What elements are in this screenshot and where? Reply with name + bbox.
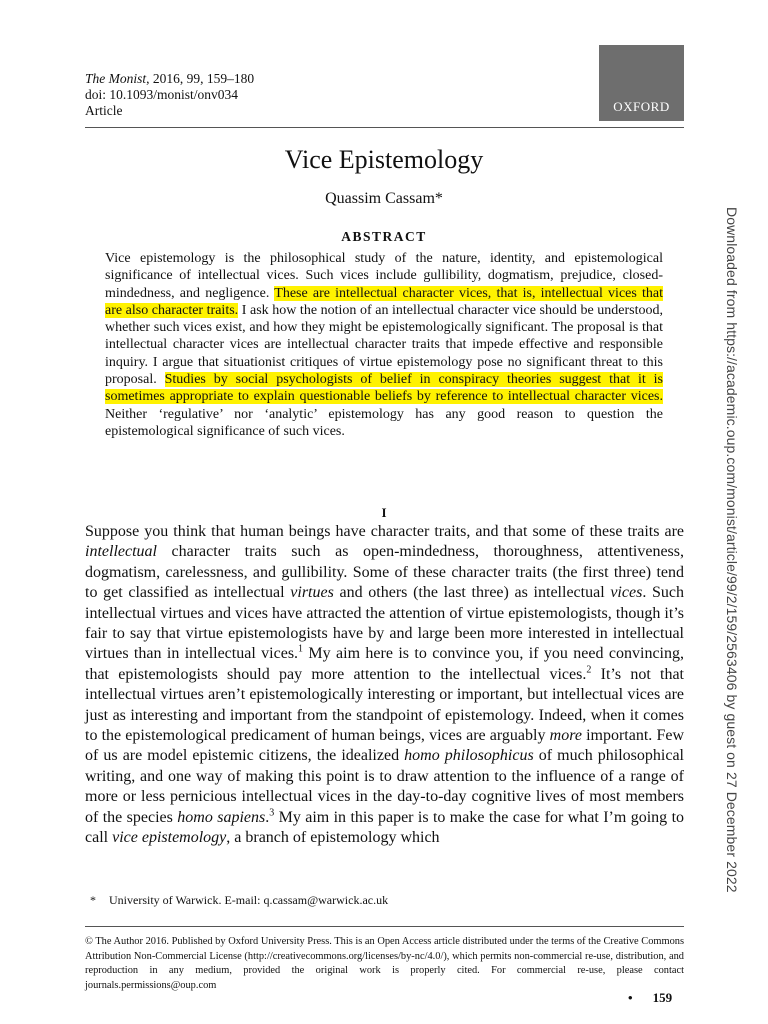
footnote-ref-2[interactable]: 2 [586, 664, 592, 676]
body-emphasis: virtues [290, 584, 334, 602]
journal-name: The Monist [85, 71, 147, 86]
body-text-run: of much philosophical writing, and one way of making this point is to draw attention to the influence of a range of more or less pernicious intellectual vices in the day-to-day cognitive lives of most members of the species [85, 747, 685, 826]
license-text: © The Author 2016. Published by Oxford University Press. This is an Open Access article distributed under the terms of the Creative Commons Attribution Non-Commercial License (http://creativecommons.org/licenses/by-nc/4.0/), which permits non-commercial re-use, distribution, and reproduction in any medium, provided the original work is properly cited. For commercial re-use, please contact journals.permissions@oup.com [85, 936, 684, 991]
footnote-ref-3[interactable]: 3 [269, 807, 275, 819]
body-emphasis: intellectual [85, 543, 157, 561]
abstract-part-3: Neither ‘regulative’ nor ‘analytic’ epistemology has any good reason to question the epistemological significance of such vices. [105, 406, 663, 439]
abstract-text [105, 250, 663, 440]
abstract-highlight-2: Studies by social psychologists of belief in conspiracy theories suggest that it is sometimes appropriate to explain questionable beliefs by reference to intellectual character vices. [105, 372, 663, 405]
abstract-part-2: I ask how the notion of an intellectual character vice should be understood, whether such vices exist, and how they might be epistemologically significant. The proposal is that intellectual character vices are intellectual character traits that impede effective and responsible inquiry. I argue that situationist critiques of virtue epistemology pose no significant threat to this proposal. [105, 302, 663, 388]
body-text-run: My aim in this paper is to make the case for what I’m going to call [85, 808, 685, 847]
body-text-run: character traits such as open-mindedness, thoroughness, attentiveness, dogmatism, carelessness, and gullibility. Some of these character traits (the first three) tend to get classified as intellectual [85, 543, 684, 602]
body-emphasis: homo sapiens [177, 808, 266, 826]
header-divider [85, 127, 684, 128]
body-emphasis: more [549, 727, 582, 745]
body-text-run: It’s not that intellectual virtues aren’t epistemologically interesting or important, but intellectual vices are just as interesting and important from the standpoint of epistemology. Indeed, when it comes to the epistemological predicament of human beings, vices are arguably [85, 665, 685, 745]
doi[interactable]: doi: 10.1093/monist/onv034 [85, 87, 239, 102]
body-text-run: important. Few of us are model epistemic citizens, the idealized [85, 727, 685, 765]
article-type: Article [85, 103, 123, 118]
page-number-value: 159 [652, 990, 673, 1005]
body-emphasis: homo philosophicus [404, 747, 534, 765]
body-emphasis: vices [610, 584, 643, 602]
footer-divider [85, 926, 684, 927]
footnote-mark: * [90, 893, 96, 907]
author-name: Quassim Cassam* [325, 190, 443, 207]
section-heading: I [381, 505, 387, 520]
download-watermark: Downloaded from https://academic.oup.com/monist/article/99/2/159/2563406 by guest on 27 December 2022 [724, 207, 740, 893]
journal-citation [85, 71, 254, 119]
body-text-run: Suppose you think that human beings have character traits, and that some of these traits are [85, 523, 684, 540]
body-paragraph [85, 522, 684, 849]
author-footnote [90, 893, 388, 908]
abstract-part-1: Vice epistemology is the philosophical study of the nature, identity, and epistemological significance of intellectual vices. Such vices include gullibility, dogmatism, prejudice, closed-mindedness, and negligence. [105, 251, 663, 301]
page-number [628, 990, 672, 1006]
body-emphasis: vice epistemology [112, 829, 227, 847]
paper-title: Vice Epistemology [284, 145, 484, 174]
footnote-ref-1[interactable]: 1 [298, 644, 304, 656]
journal-details: , 2016, 99, 159–180 [146, 71, 255, 86]
footnote-text: University of Warwick. E-mail: q.cassam@warwick.ac.uk [109, 893, 389, 907]
publisher-logo-text: OXFORD [613, 99, 670, 114]
abstract-highlight-1: These are intellectual character vices, that is, intellectual vices that are also character traits. [105, 285, 663, 318]
body-text-run: . Such intellectual virtues and vices have attracted the attention of virtue epistemologists, though it’s fair to say that virtue epistemologists have by and large been more interested in intellectual virtues than in intellectual vices. [85, 584, 684, 663]
body-text-run: My aim here is to convince you, if you need convincing, that epistemologists should pay more attention to the intellectual vices. [85, 645, 684, 683]
body-text-run: , a branch of epistemology which [226, 829, 440, 847]
publisher-logo [599, 45, 684, 121]
abstract-heading: ABSTRACT [341, 229, 427, 244]
body-text-run: . [265, 808, 270, 826]
body-text-run: and others (the last three) as intellectual [333, 584, 611, 602]
bullet-icon: • [628, 990, 633, 1005]
